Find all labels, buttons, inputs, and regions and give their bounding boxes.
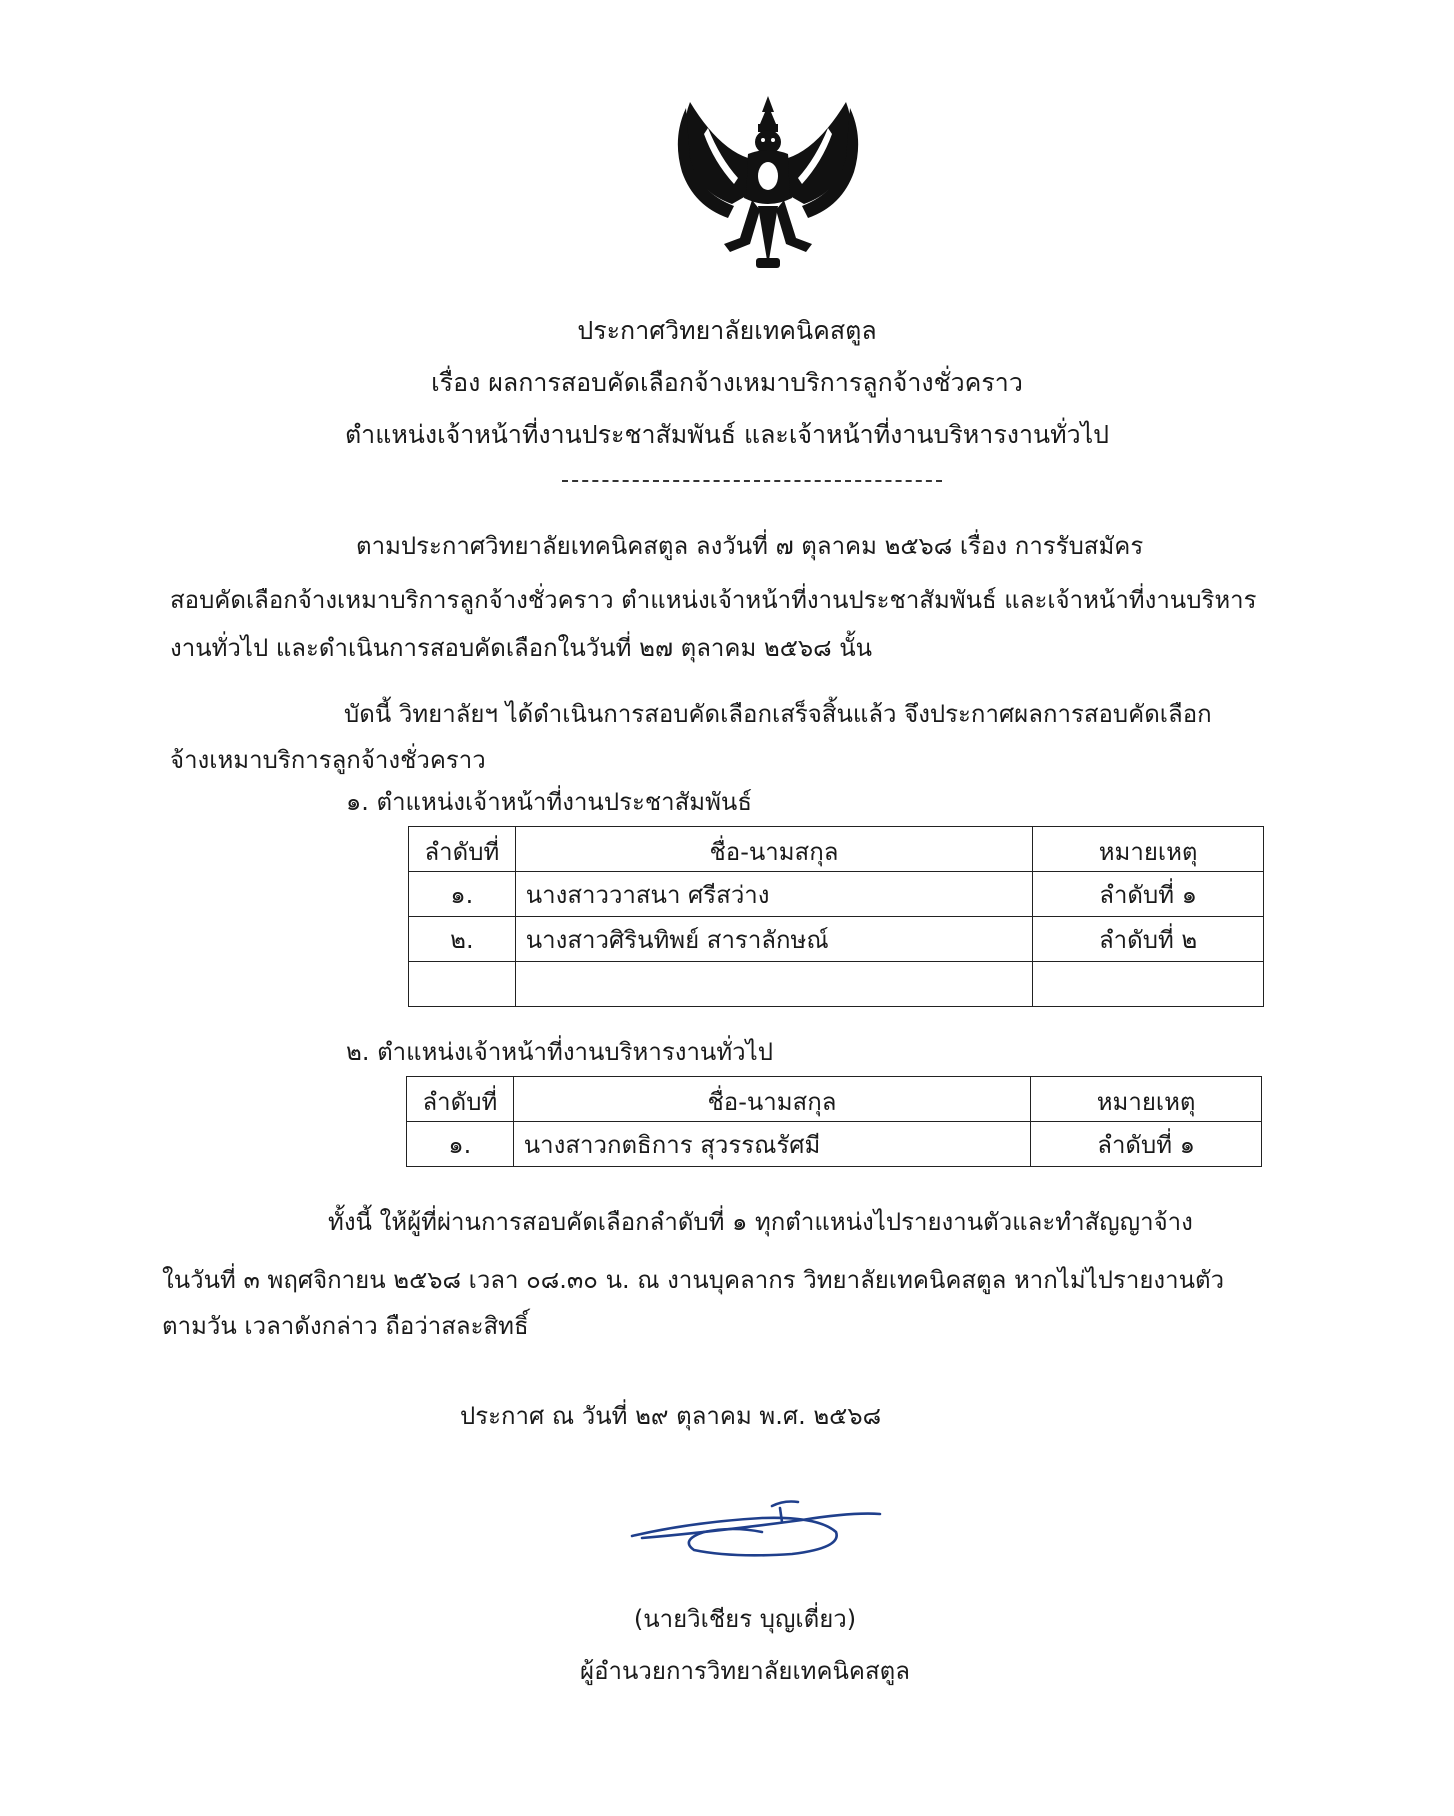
header-note: หมายเหตุ — [1033, 827, 1264, 872]
row-note: ลำดับที่ ๑ — [1033, 872, 1264, 917]
paragraph2-line2: จ้างเหมาบริการลูกจ้างชั่วคราว — [170, 746, 486, 774]
header-no: ลำดับที่ — [409, 827, 516, 872]
header-name: ชื่อ-นามสกุล — [515, 827, 1032, 872]
paragraph3-line1: ทั้งนี้ ให้ผู้ที่ผ่านการสอบคัดเลือกลำดับที่ ๑ ทุกตำแหน่งไปรายงานตัวและทำสัญญาจ้าง — [328, 1208, 1193, 1236]
row-no: ๒. — [409, 917, 516, 962]
section1-table — [408, 826, 1264, 1007]
row-no: ๑. — [409, 872, 516, 917]
row-name: นางสาวกตธิการ สุวรรณรัศมี — [513, 1122, 1030, 1167]
row-name — [515, 962, 1032, 1007]
row-name: นางสาวศิรินทิพย์ สาราลักษณ์ — [515, 917, 1032, 962]
paragraph2-line1: บัดนี้ วิทยาลัยฯ ได้ดำเนินการสอบคัดเลือกเสร็จสิ้นแล้ว จึงประกาศผลการสอบคัดเลือก — [344, 700, 1212, 728]
paragraph3-line3: ตามวัน เวลาดังกล่าว ถือว่าสละสิทธิ์ — [162, 1312, 529, 1340]
row-note — [1033, 962, 1264, 1007]
table-row — [409, 872, 1264, 917]
row-note: ลำดับที่ ๑ — [1031, 1122, 1262, 1167]
section2-heading: ๒. ตำแหน่งเจ้าหน้าที่งานบริหารงานทั่วไป — [346, 1038, 773, 1066]
paragraph1-line3: งานทั่วไป และดำเนินการสอบคัดเลือกในวันที่ ๒๗ ตุลาคม ๒๕๖๘ นั้น — [170, 634, 873, 662]
announcement-positions: ตำแหน่งเจ้าหน้าที่งานประชาสัมพันธ์ และเจ้าหน้าที่งานบริหารงานทั่วไป — [344, 420, 1110, 449]
header-separator — [562, 480, 942, 482]
row-note: ลำดับที่ ๒ — [1033, 917, 1264, 962]
signature-icon — [622, 1492, 886, 1562]
table-header-row — [407, 1077, 1262, 1122]
paragraph3-line2: ในวันที่ ๓ พฤศจิกายน ๒๕๖๘ เวลา ๐๘.๓๐ น. ณ งานบุคลากร วิทยาลัยเทคนิคสตูล หากไม่ไปรายงานตัว — [162, 1266, 1225, 1294]
section2-table — [406, 1076, 1262, 1167]
table-row — [409, 917, 1264, 962]
row-name: นางสาววาสนา ศรีสว่าง — [515, 872, 1032, 917]
paragraph1-line2: สอบคัดเลือกจ้างเหมาบริการลูกจ้างชั่วคราว ตำแหน่งเจ้าหน้าที่งานประชาสัมพันธ์ และเจ้าหน้าที่งานบริหาร — [170, 586, 1257, 614]
signer-title: ผู้อำนวยการวิทยาลัยเทคนิคสตูล — [580, 1657, 910, 1685]
table-row — [409, 962, 1264, 1007]
row-no: ๑. — [407, 1122, 514, 1167]
header-name: ชื่อ-นามสกุล — [513, 1077, 1030, 1122]
garuda-emblem-icon — [668, 88, 868, 278]
announce-date: ประกาศ ณ วันที่ ๒๙ ตุลาคม พ.ศ. ๒๕๖๘ — [460, 1402, 882, 1430]
header-no: ลำดับที่ — [407, 1077, 514, 1122]
table-header-row — [409, 827, 1264, 872]
signer-name: (นายวิเชียร บุญเตี่ยว) — [633, 1605, 857, 1633]
announcement-subject: เรื่อง ผลการสอบคัดเลือกจ้างเหมาบริการลูกจ้างชั่วคราว — [431, 368, 1023, 397]
header-note: หมายเหตุ — [1031, 1077, 1262, 1122]
announcement-title: ประกาศวิทยาลัยเทคนิคสตูล — [577, 316, 877, 345]
table-row — [407, 1122, 1262, 1167]
row-no — [409, 962, 516, 1007]
section1-heading: ๑. ตำแหน่งเจ้าหน้าที่งานประชาสัมพันธ์ — [346, 788, 752, 816]
paragraph1-line1: ตามประกาศวิทยาลัยเทคนิคสตูล ลงวันที่ ๗ ตุลาคม ๒๕๖๘ เรื่อง การรับสมัคร — [356, 532, 1144, 560]
